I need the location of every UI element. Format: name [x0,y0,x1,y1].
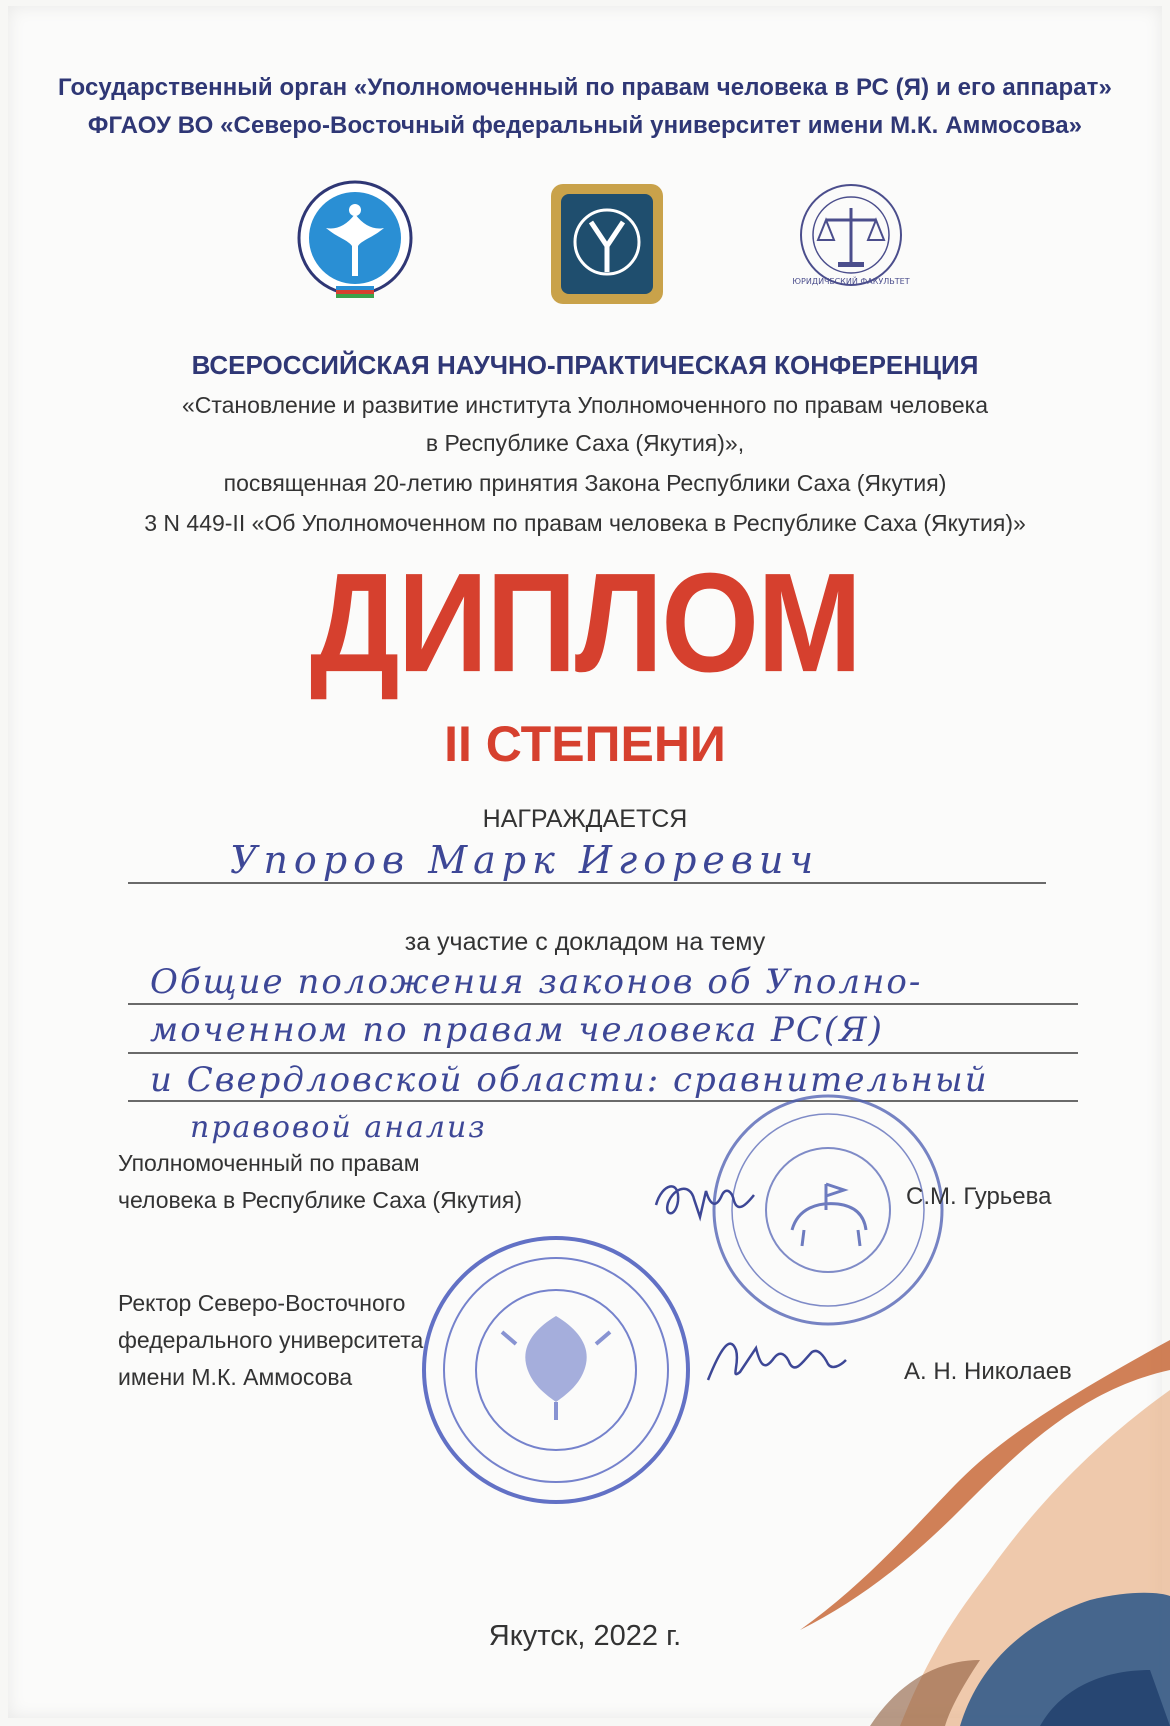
ombudsman-emblem-icon [296,178,414,304]
law-faculty-ring-text: ЮРИДИЧЕСКИЙ ФАКУЛЬТЕТ [792,277,910,286]
rector-name: А. Н. Николаев [904,1358,1072,1385]
rector-title-line-2: федерального университета [118,1327,424,1353]
law-faculty-emblem-icon [786,180,916,290]
topic-rule-1 [128,1003,1078,1005]
topic-line-4: правовой анализ [190,1110,487,1145]
conference-name-line-2: в Республике Саха (Якутия)», [425,430,745,456]
conference-dedication-line-2: 3 N 449-II «Об Уполномоченном по правам человека в Республике Саха (Якутия)» [144,510,1026,536]
recipient-line [128,882,1046,884]
place-and-date: Якутск, 2022 г. [488,1620,682,1652]
rector-title-line-3: имени М.К. Аммосова [118,1364,353,1390]
organizer-line-2: ФГАОУ ВО «Северо-Восточный федеральный университет имени М.К. Аммосова» [87,112,1083,139]
topic-line-2: моченном по правам человека РС(Я) [150,1010,884,1050]
topic-label: за участие с докладом на тему [404,928,766,956]
rector-title-line-1: Ректор Северо-Восточного [118,1290,406,1316]
diploma-title: ДИПЛОМ [309,543,861,702]
recipient-name: Упоров Марк Игоревич [230,838,820,882]
rector-signature-icon [700,1320,850,1400]
conference-title: ВСЕРОССИЙСКАЯ НАУЧНО-ПРАКТИЧЕСКАЯ КОНФЕРЕНЦИЯ [191,350,979,380]
conference-dedication-line-1: посвященная 20-летию принятия Закона Республики Саха (Якутия) [223,470,947,496]
ombudsman-name: С.М. Гурьева [906,1183,1052,1210]
topic-line-1: Общие положения законов об Уполно- [150,962,923,1002]
nefu-emblem-icon [547,180,667,308]
conference-name-line-1: «Становление и развитие института Уполномоченного по правам человека [181,392,989,418]
ombudsman-title [118,1145,638,1219]
ombudsman-title-line-1: Уполномоченный по правам [118,1150,420,1176]
awarded-label: НАГРАЖДАЕТСЯ [482,805,688,833]
diploma-degree: II СТЕПЕНИ [444,716,726,772]
topic-rule-2 [128,1052,1078,1054]
ombudsman-signature-icon [650,1165,760,1235]
topic-line-3: и Свердловской области: сравнительный [150,1060,989,1100]
ombudsman-title-line-2: человека в Республике Саха (Якутия) [118,1187,523,1213]
university-stamp-icon [418,1232,694,1508]
organizer-line-1: Государственный орган «Уполномоченный по правам человека в РС (Я) и его аппарат» [58,74,1112,101]
